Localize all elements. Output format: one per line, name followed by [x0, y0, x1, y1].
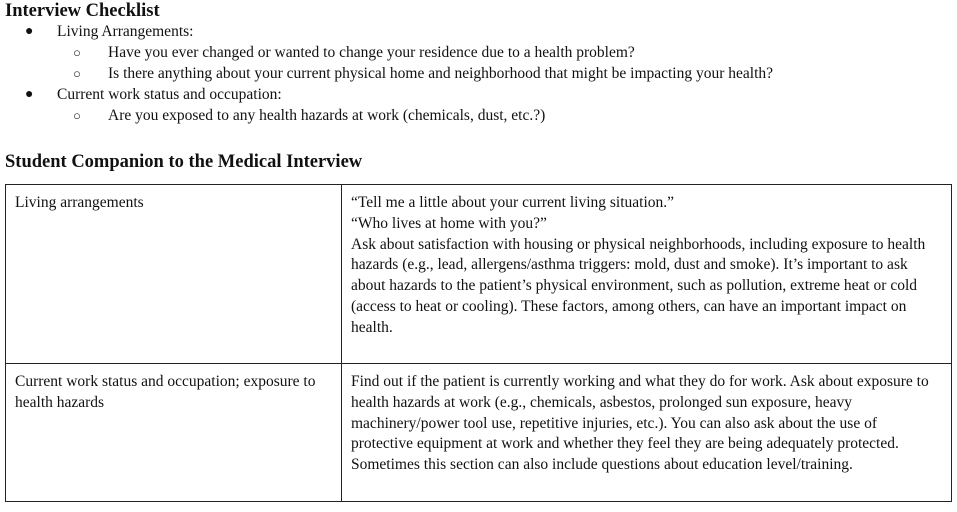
companion-table [5, 184, 952, 502]
guidance-cell: Find out if the patient is currently working and what they do for work. Ask about exposure to health hazards at work (e.g., chemicals, asbestos, prolonged sun exposure, heavy machinery/power tool use, repetitive injuries, etc.). You can also ask about the use of protective equipment at work and whether they feel they are being adequately protected. Sometimes this section can also include questions about education level/training. [342, 364, 952, 502]
checklist-subitem: Are you exposed to any health hazards at work (chemicals, dust, etc.?) [108, 107, 546, 124]
table-row [6, 364, 952, 502]
circle-bullet-icon: ○ [73, 66, 81, 81]
checklist-subitem: Is there anything about your current physical home and neighborhood that might be impacting your health? [108, 65, 774, 82]
circle-bullet-icon: ○ [73, 45, 81, 60]
bullet-icon: ● [25, 24, 34, 39]
circle-bullet-icon: ○ [73, 108, 81, 123]
table-row [6, 185, 952, 364]
topic-cell: Current work status and occupation; exposure to health hazards [6, 364, 342, 502]
checklist-subitem: Have you ever changed or wanted to change your residence due to a health problem? [108, 44, 635, 61]
guidance-cell [342, 185, 952, 364]
companion-title: Student Companion to the Medical Interview [5, 152, 363, 172]
checklist-item-work: Current work status and occupation: [57, 86, 282, 103]
checklist-title: Interview Checklist [5, 1, 160, 21]
guidance-text: Ask about satisfaction with housing or physical neighborhoods, including exposure to health hazards (e.g., lead, allergens/asthma triggers: mold, dust and smoke). It’s important to ask about hazards to the patient’s physical environment, such as pollution, extreme heat or cold (access to heat or cooling). These factors, among others, can have an important impact on health. [351, 235, 926, 336]
checklist-item-living: Living Arrangements: [57, 23, 194, 40]
bullet-icon: ● [25, 87, 34, 102]
topic-cell: Living arrangements [6, 185, 342, 364]
interview-quote: “Who lives at home with you?” [351, 214, 547, 232]
interview-quote: “Tell me a little about your current living situation.” [351, 194, 675, 211]
